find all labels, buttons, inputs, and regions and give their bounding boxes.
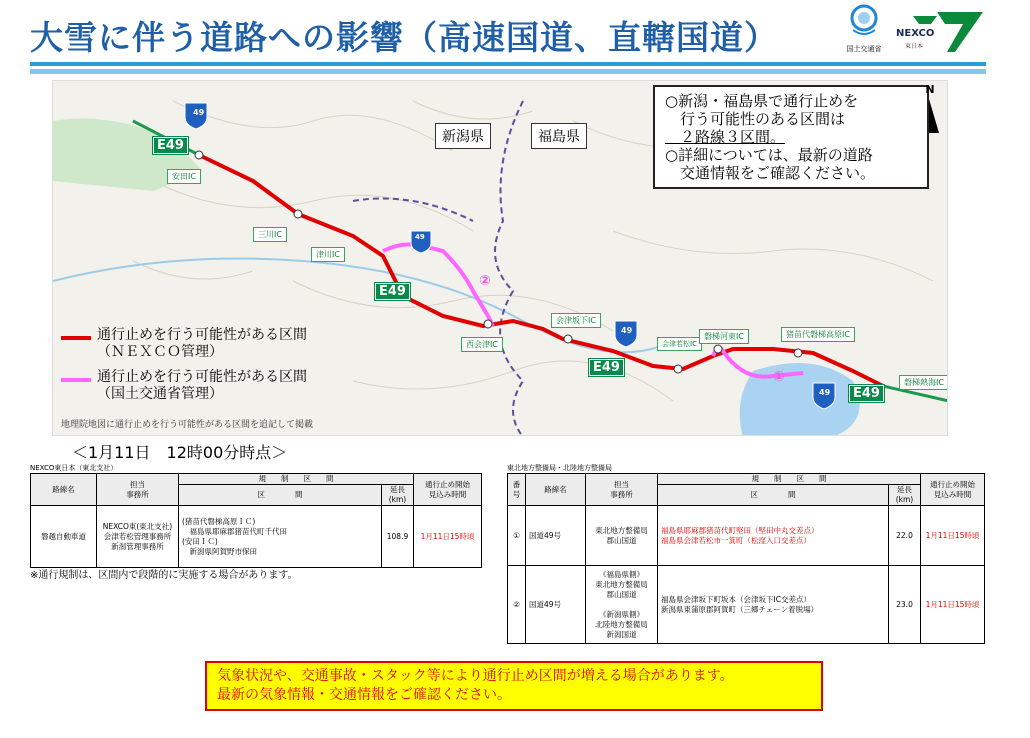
legend-item-nexco <box>61 327 313 361</box>
cell-route: 磐越自動車道 <box>31 506 97 568</box>
ic-tsugawa: 津川IC <box>311 247 345 262</box>
e49-sign: E49 <box>153 137 188 154</box>
mlit-emblem-icon <box>849 4 879 38</box>
cell-no: ① <box>508 506 526 566</box>
page-title: 大雪に伴う道路への影響（高速国道、直轄国道） <box>30 18 778 57</box>
th-start: 通行止め開始 見込み時間 <box>921 474 985 506</box>
cell-start: 1月11日15時頃 <box>414 506 482 568</box>
warning-line-2: 最新の気象情報・交通情報をご確認ください。 <box>217 687 511 703</box>
ic-inawashiro-bandaikogen: 猪苗代磐梯高原IC <box>781 327 855 342</box>
timestamp: ＜1月11日 12時00分時点＞ <box>72 443 288 462</box>
th-length: 延長 (km) <box>889 485 921 506</box>
table-row <box>508 566 985 644</box>
e49-sign: E49 <box>589 359 624 376</box>
th-route: 路線名 <box>31 474 97 506</box>
note-line: ○詳細については、最新の道路 <box>665 146 873 164</box>
th-office: 担当 事務所 <box>586 474 658 506</box>
note-line: ２路線３区間。 <box>665 128 786 146</box>
legend-text: 通行止めを行う可能性がある区間 <box>97 327 307 343</box>
map-source-note: 地理院地図に通行止めを行う可能性がある区間を追記して掲載 <box>61 420 314 430</box>
th-office: 担当 事務所 <box>97 474 179 506</box>
route-49-label: 49 <box>193 108 205 117</box>
warning-box <box>205 661 823 711</box>
cell-length: 108.9 <box>382 506 414 568</box>
table-footnote: ※通行規制は、区間内で段階的に実施する場合があります。 <box>30 570 298 581</box>
route-49-label: 49 <box>621 326 633 335</box>
route-49-label: 49 <box>415 233 425 241</box>
legend-text: 通行止めを行う可能性がある区間 <box>97 369 307 385</box>
cell-section: 福島県耶麻郡猪苗代町堅田（堅田中丸交差点） 福島県会津若松市一箕町（松窪入口交差点） <box>658 506 889 566</box>
cell-office: 東北地方整備局 郡山国道 <box>586 506 658 566</box>
th-section: 区 間 <box>179 485 382 506</box>
e49-sign: E49 <box>375 283 410 300</box>
cell-no: ② <box>508 566 526 644</box>
mlit-table <box>507 473 985 644</box>
section-marker-2: ② <box>479 273 491 289</box>
cell-length: 23.0 <box>889 566 921 644</box>
ic-nishiaizu: 西会津IC <box>461 337 503 352</box>
warning-line-1: 気象状況や、交通事故・スタック等により通行止め区間が増える場合があります。 <box>217 668 734 684</box>
route-49-label: 49 <box>819 388 831 397</box>
cell-length: 22.0 <box>889 506 921 566</box>
th-regulation: 規 制 区 間 <box>658 474 921 485</box>
section-marker-1: ① <box>773 369 785 385</box>
legend-swatch-pink <box>61 378 91 382</box>
e49-sign: E49 <box>849 385 884 402</box>
table-row <box>508 506 985 566</box>
header-divider-light <box>30 69 986 74</box>
mlit-table-caption: 東北地方整備局・北陸地方整備局 <box>507 464 612 472</box>
route-map <box>52 80 948 436</box>
cell-office: 《福島県側》 東北地方整備局 郡山国道 《新潟県側》 北陸地方整備局 新潟国道 <box>586 566 658 644</box>
ic-mikawa: 三川IC <box>253 227 287 242</box>
th-length: 延長 (km) <box>382 485 414 506</box>
note-line: 交通情報をご確認ください。 <box>665 164 876 182</box>
legend-text: （国土交通省管理） <box>97 386 223 402</box>
nexco-subname: 東日本 <box>905 43 924 50</box>
legend-text: （ＮＥＸＣＯ管理） <box>97 344 223 360</box>
ic-yasuda: 安田IC <box>167 169 201 184</box>
table-row <box>31 506 482 568</box>
ic-bandaikawahigashi: 磐梯河東IC <box>699 329 749 344</box>
prefecture-niigata: 新潟県 <box>435 123 491 149</box>
header-divider <box>30 62 986 66</box>
th-start: 通行止め開始 見込み時間 <box>414 474 482 506</box>
nexco-table <box>30 473 482 568</box>
cell-section: 福島県会津坂下町坂本（会津坂下IC交差点） 新潟県東蒲原郡阿賀町（三郷チェーン着脱場） <box>658 566 889 644</box>
cell-route: 国道49号 <box>526 566 586 644</box>
cell-start: 1月11日15時頃 <box>921 506 985 566</box>
th-section: 区 間 <box>658 485 889 506</box>
ic-aizubange: 会津坂下IC <box>551 313 601 328</box>
ic-bandaiatami: 磐梯熱海IC <box>899 375 948 390</box>
prefecture-border-2 <box>353 199 473 222</box>
cell-route: 国道49号 <box>526 506 586 566</box>
note-line: 行う可能性のある区間は <box>665 110 846 128</box>
mlit-logo <box>843 4 885 56</box>
mlit-caption: 国土交通省 <box>846 45 882 53</box>
legend-swatch-red <box>61 336 91 340</box>
cell-office: NEXCO東(東北支社) 会津若松管理事務所 新潟管理事務所 <box>97 506 179 568</box>
th-no: 番 号 <box>508 474 526 506</box>
ic-aizuwakamatsu: 会津若松IC <box>657 337 702 351</box>
map-legend <box>61 327 313 411</box>
cell-start: 1月11日15時頃 <box>921 566 985 644</box>
nexco-logo <box>893 10 983 54</box>
nexco-name: NEXCO <box>896 28 935 39</box>
note-line: ○新潟・福島県で通行止めを <box>665 92 859 110</box>
legend-item-mlit <box>61 369 313 403</box>
prefecture-fukushima: 福島県 <box>531 123 587 149</box>
prefecture-border <box>495 101 523 436</box>
th-route: 路線名 <box>526 474 586 506</box>
cell-section: (猪苗代磐梯高原ＩＣ) 福島県耶麻郡猪苗代町千代田 (安田ＩＣ) 新潟県阿賀野市保田 <box>179 506 382 568</box>
nexco-table-caption: NEXCO東日本（東北支社） <box>30 464 118 472</box>
north-label: N <box>925 83 935 96</box>
th-regulation: 規 制 区 間 <box>179 474 414 485</box>
map-note-box <box>653 85 929 189</box>
